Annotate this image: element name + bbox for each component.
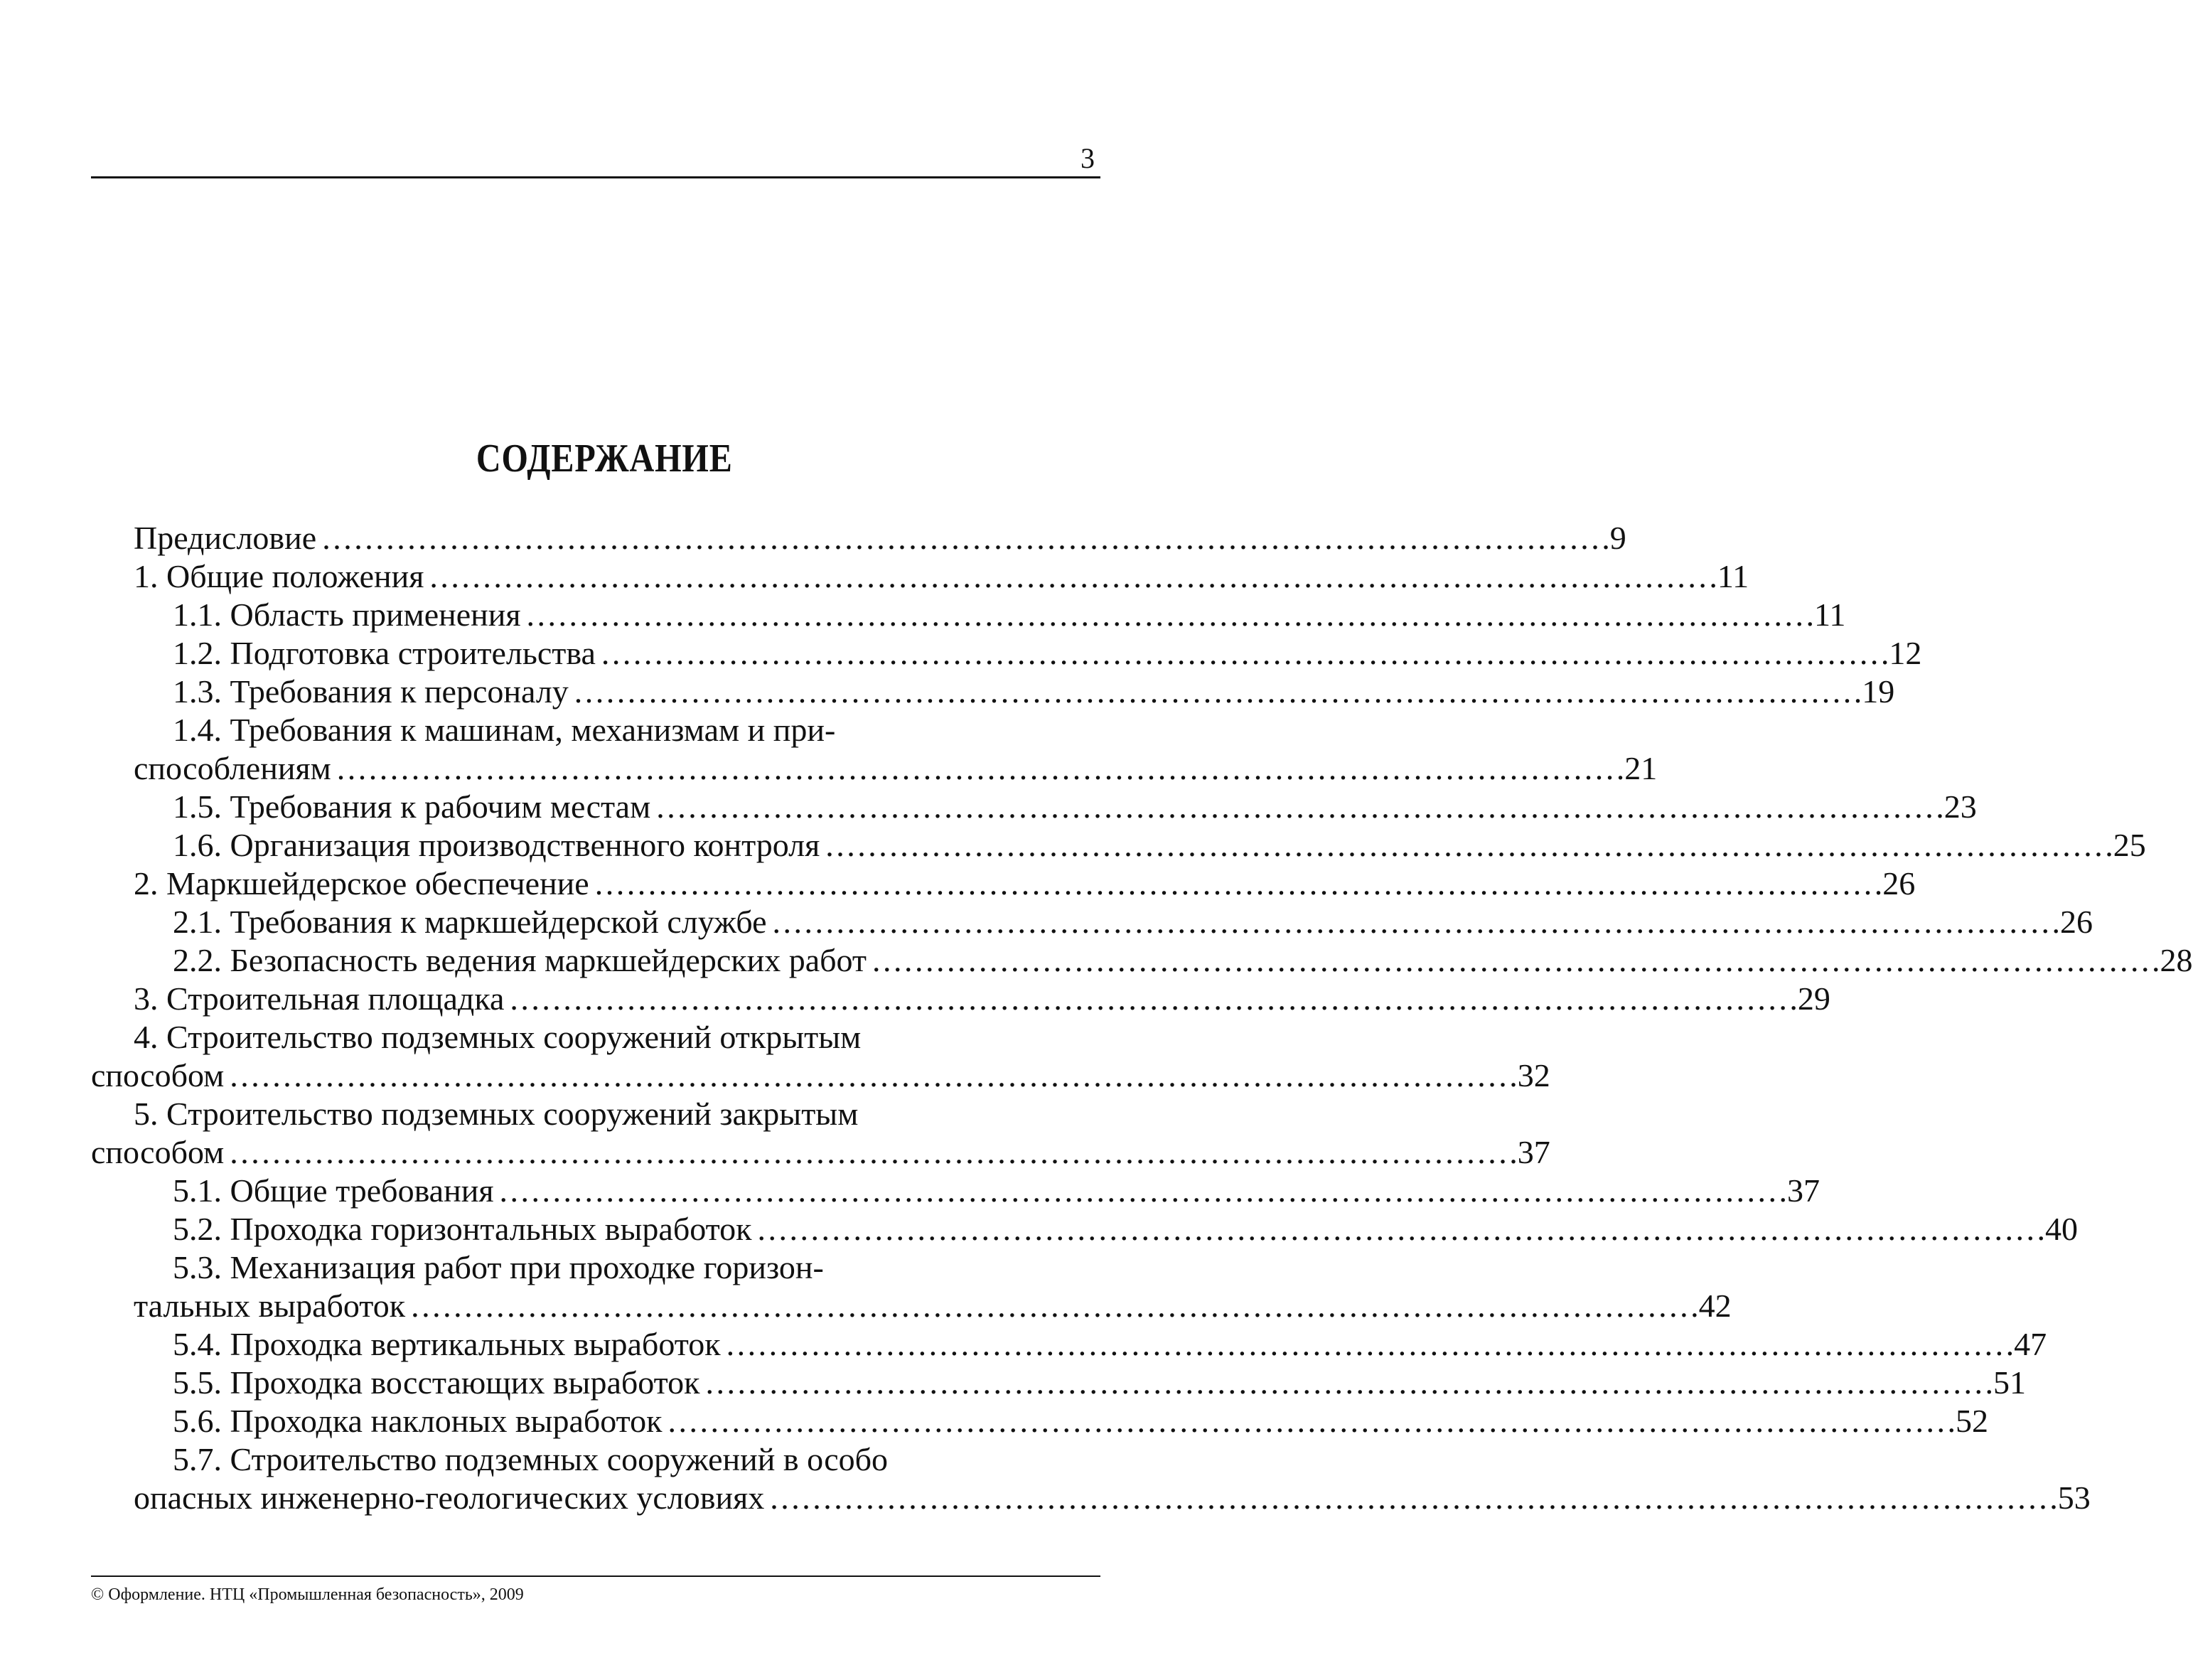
- toc-entry-text: 1. Общие положения: [134, 558, 424, 594]
- leader-dots: [601, 634, 1887, 673]
- toc-entry-text-continued: способлениям: [134, 750, 331, 786]
- leader-dots: [527, 596, 1812, 634]
- toc-entry-section-5-1[interactable]: [91, 1172, 1820, 1210]
- footer-rule: [91, 1575, 1100, 1577]
- toc-entry-section-4[interactable]: [91, 1018, 1550, 1095]
- leader-dots: [595, 865, 1880, 903]
- toc-entry-text: 5.2. Проходка горизонтальных выработок: [173, 1211, 752, 1247]
- toc-entry-preface[interactable]: [91, 519, 1626, 557]
- toc-entry-page: 28: [2160, 942, 2193, 978]
- toc-entry-section-5[interactable]: [91, 1095, 1550, 1172]
- toc-entry-section-1-5[interactable]: [91, 788, 1977, 826]
- toc-entry-section-5-6[interactable]: [91, 1402, 1989, 1440]
- leader-dots: [772, 903, 2057, 941]
- toc-entry-page: 29: [1797, 980, 1830, 1017]
- toc-entry-page: 37: [1787, 1172, 1820, 1209]
- toc-entry-page: 32: [1517, 1057, 1550, 1093]
- leader-dots: [656, 788, 1941, 826]
- toc-entry-text: 1.2. Подготовка строительства: [173, 635, 596, 671]
- toc-entry-text: 5. Строительство подземных сооружений закрытым: [134, 1096, 859, 1132]
- toc-entry-text: 5.6. Проходка наклоных выработок: [173, 1403, 663, 1439]
- toc-entry-text: 4. Строительство подземных сооружений открытым: [134, 1019, 862, 1055]
- toc-entry-section-5-4[interactable]: [91, 1325, 2047, 1364]
- toc-entry-page: 51: [1993, 1364, 2027, 1401]
- toc-entry-page: 47: [2014, 1326, 2047, 1362]
- toc-entry-page: 26: [2059, 904, 2093, 940]
- toc-entry-section-5-3[interactable]: [91, 1248, 1732, 1325]
- toc-entry-text: 5.7. Строительство подземных сооружений в особо: [173, 1441, 889, 1477]
- toc-entry-text: 5.1. Общие требования: [173, 1172, 494, 1209]
- toc-entry-page: 40: [2044, 1211, 2078, 1247]
- leader-dots: [668, 1402, 1953, 1440]
- leader-dots: [574, 673, 1860, 711]
- leader-dots: [706, 1364, 1991, 1402]
- toc-entry-text-continued: способом: [91, 1134, 225, 1170]
- toc-entry-text: 1.4. Требования к машинам, механизмам и при-: [173, 712, 836, 748]
- toc-entry-section-2[interactable]: [91, 865, 1916, 903]
- toc-entry-text: 1.6. Организация производственного контроля: [173, 827, 820, 863]
- leader-dots: [825, 826, 2111, 865]
- leader-dots: [510, 980, 1795, 1018]
- toc-entry-page: 21: [1624, 750, 1658, 786]
- toc-entry-text: 2.1. Требования к маркшейдерской службе: [173, 904, 767, 940]
- toc-entry-text-continued: способом: [91, 1057, 225, 1093]
- toc-entry-page: 9: [1609, 520, 1626, 556]
- toc-entry-section-1-4[interactable]: [91, 711, 1658, 788]
- toc-entry-page: 37: [1517, 1134, 1550, 1170]
- leader-dots: [726, 1325, 2012, 1364]
- toc-entry-text: 1.3. Требования к персоналу: [173, 673, 569, 710]
- toc-entry-text: 2. Маркшейдерское обеспечение: [134, 865, 589, 901]
- toc-entry-text: 1.1. Область применения: [173, 596, 521, 633]
- leader-dots: [230, 1133, 1515, 1172]
- toc-entry-page: 53: [2057, 1480, 2091, 1516]
- toc-entry-section-1-3[interactable]: [91, 673, 1895, 711]
- toc-entry-section-2-1[interactable]: [91, 903, 2093, 941]
- leader-dots: [872, 941, 2157, 980]
- toc-entry-text: 2.2. Безопасность ведения маркшейдерских работ: [173, 942, 867, 978]
- page-number: 3: [1081, 142, 1095, 174]
- toc-entry-text: 3. Строительная площадка: [134, 980, 505, 1017]
- leader-dots: [230, 1056, 1515, 1095]
- table-of-contents: [91, 519, 2193, 1517]
- toc-entry-page: 11: [1717, 558, 1749, 594]
- toc-entry-section-2-2[interactable]: [91, 941, 2193, 980]
- toc-entry-text-continued: опасных инженерно-геологических условиях: [134, 1480, 765, 1516]
- toc-entry-text-continued: тальных выработок: [134, 1288, 406, 1324]
- toc-entry-section-1-2[interactable]: [91, 634, 1922, 673]
- toc-entry-section-5-2[interactable]: [91, 1210, 2078, 1248]
- toc-entry-page: 25: [2113, 827, 2146, 863]
- toc-entry-section-1-1[interactable]: [91, 596, 1846, 634]
- toc-entry-section-5-7[interactable]: [91, 1440, 2091, 1517]
- toc-entry-text: 5.3. Механизация работ при проходке горизон-: [173, 1249, 824, 1285]
- page-title: СОДЕРЖАНИЕ: [476, 437, 733, 481]
- toc-entry-text: 5.4. Проходка вертикальных выработок: [173, 1326, 721, 1362]
- leader-dots: [500, 1172, 1785, 1210]
- footer-copyright: © Оформление. НТЦ «Промышленная безопасность», 2009: [91, 1585, 524, 1604]
- toc-entry-page: 52: [1956, 1403, 1989, 1439]
- toc-entry-page: 19: [1862, 673, 1895, 710]
- toc-entry-page: 42: [1698, 1288, 1732, 1324]
- leader-dots: [337, 749, 1622, 788]
- toc-entry-page: 23: [1943, 788, 1977, 825]
- toc-entry-section-3[interactable]: [91, 980, 1830, 1018]
- toc-entry-page: 11: [1814, 596, 1846, 633]
- leader-dots: [770, 1479, 2055, 1517]
- toc-entry-text: 5.5. Проходка восстающих выработок: [173, 1364, 700, 1401]
- toc-entry-text: 1.5. Требования к рабочим местам: [173, 788, 651, 825]
- toc-entry-page: 26: [1882, 865, 1916, 901]
- toc-entry-section-1[interactable]: [91, 557, 1749, 596]
- toc-entry-page: 12: [1889, 635, 1922, 671]
- leader-dots: [757, 1210, 2042, 1248]
- header-rule: [91, 176, 1100, 178]
- toc-entry-section-5-5[interactable]: [91, 1364, 2027, 1402]
- toc-entry-section-1-6[interactable]: [91, 826, 2146, 865]
- leader-dots: [429, 557, 1715, 596]
- leader-dots: [322, 519, 1607, 557]
- leader-dots: [411, 1287, 1696, 1325]
- toc-entry-text: Предисловие: [134, 520, 317, 556]
